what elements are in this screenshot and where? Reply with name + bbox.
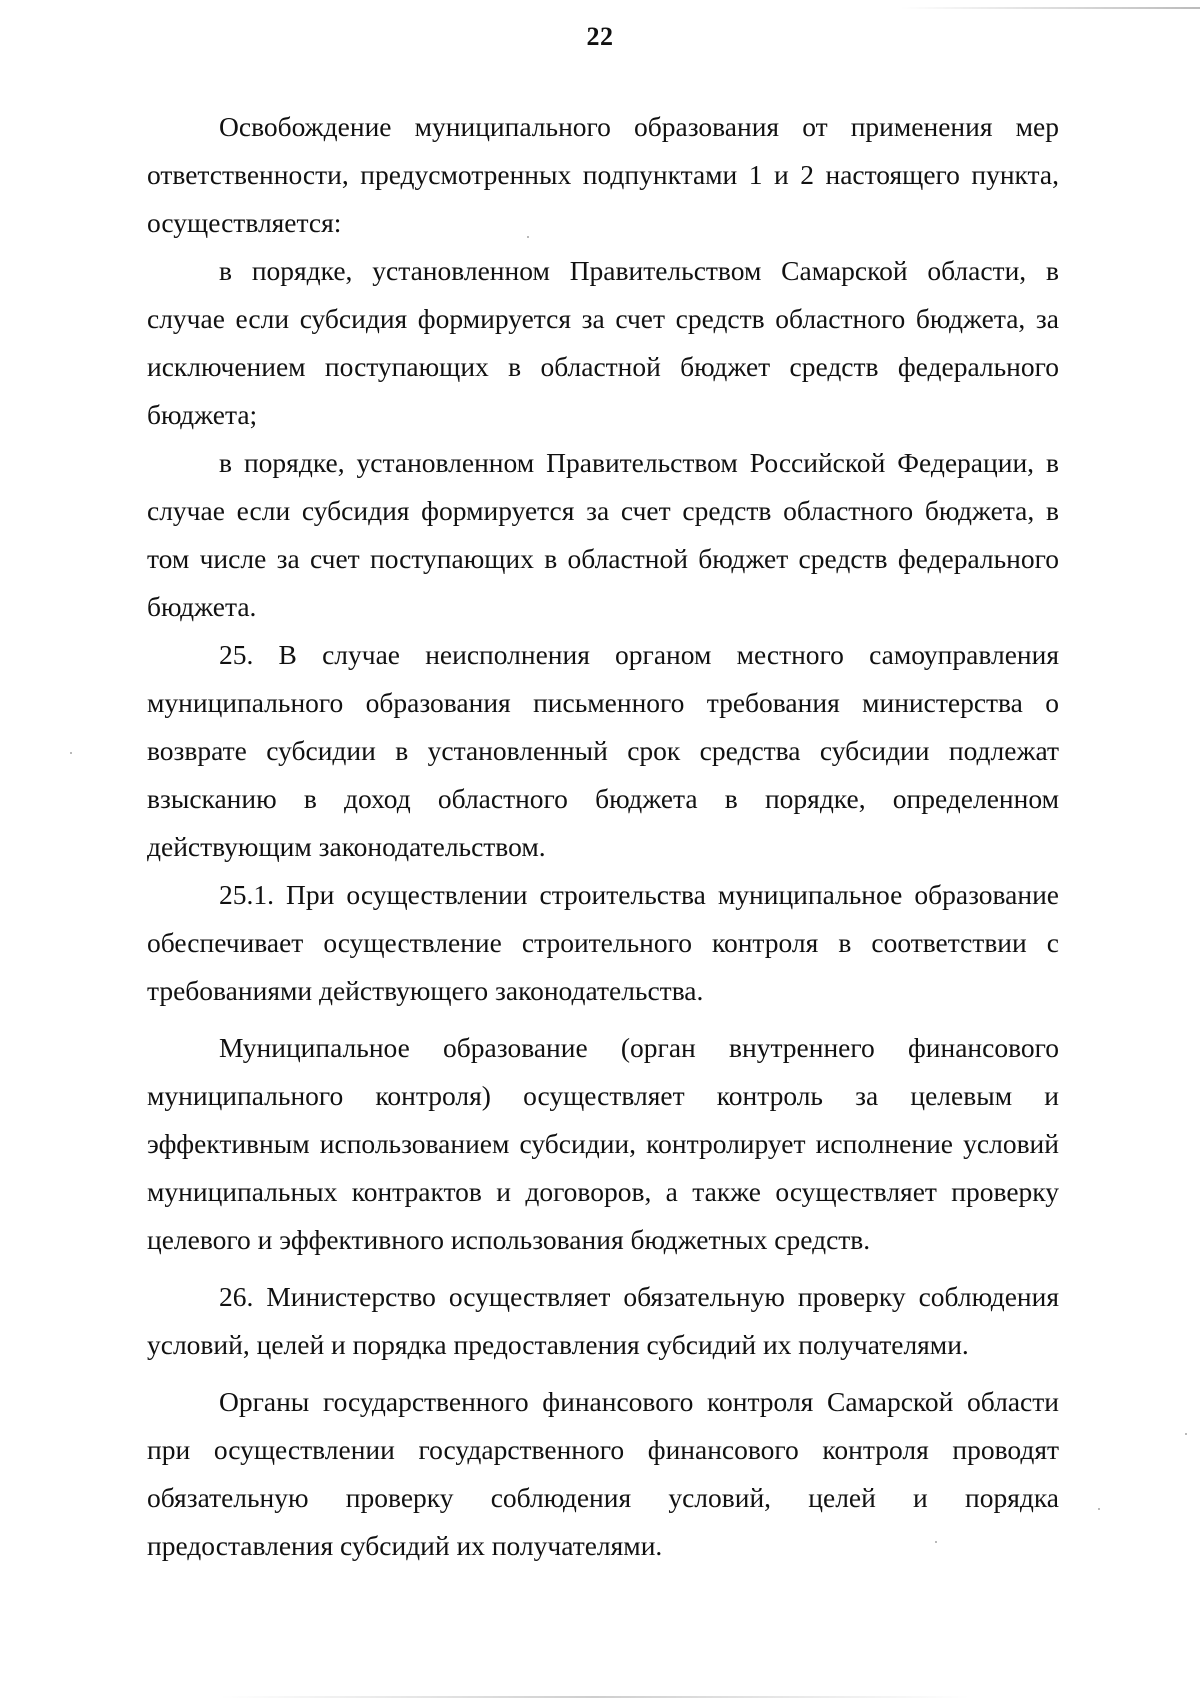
scan-speck bbox=[1098, 1508, 1100, 1510]
scan-speck bbox=[70, 752, 72, 754]
paragraph-regional-procedure: в порядке, установленном Правительством Самарской области, в случае если субсидия формируется за счет средств областного бюджета, за исключением поступающих в областной бюджет средств федерального бюджета; bbox=[147, 255, 1059, 430]
paragraph-item-26: 26. Министерство осуществляет обязательную проверку соблюдения условий, целей и порядка предоставления субсидий их получателями. bbox=[147, 1281, 1059, 1360]
scan-edge-bottom bbox=[220, 1696, 970, 1698]
document-body bbox=[147, 103, 1059, 1570]
paragraph-federal-procedure: в порядке, установленном Правительством Российской Федерации, в случае если субсидия формируется за счет средств областного бюджета, в том числе за счет поступающих в областной бюджет средств федерального бюджета. bbox=[147, 447, 1059, 622]
scan-speck bbox=[1185, 1433, 1187, 1435]
page-number: 22 bbox=[586, 22, 614, 51]
scan-edge-top bbox=[900, 7, 1200, 9]
paragraph-item-25-1: 25.1. При осуществлении строительства муниципальное образование обеспечивает осуществление строительного контроля в соответствии с требованиями действующего законодательства. bbox=[147, 879, 1059, 1006]
paragraph-state-control: Органы государственного финансового контроля Самарской области при осуществлении государственного финансового контроля проводят обязательную проверку соблюдения условий, целей и порядка предоставления субсидий их получателями. bbox=[147, 1386, 1059, 1561]
scan-speck bbox=[527, 236, 529, 238]
scan-speck bbox=[935, 1541, 937, 1543]
paragraph-municipal-control: Муниципальное образование (орган внутреннего финансового муниципального контроля) осуществляет контроль за целевым и эффективным использованием субсидии, контролирует исполнение условий муниципальных контрактов и договоров, а также осуществляет проверку целевого и эффективного использования бюджетных средств. bbox=[147, 1032, 1059, 1255]
paragraph-exemption: Освобождение муниципального образования от применения мер ответственности, предусмотренных подпунктами 1 и 2 настоящего пункта, осуществляется: bbox=[147, 111, 1059, 238]
paragraph-item-25: 25. В случае неисполнения органом местного самоуправления муниципального образования письменного требования министерства о возврате субсидии в установленный срок средства субсидии подлежат взысканию в доход областного бюджета в порядке, определенном действующим законодательством. bbox=[147, 639, 1059, 862]
